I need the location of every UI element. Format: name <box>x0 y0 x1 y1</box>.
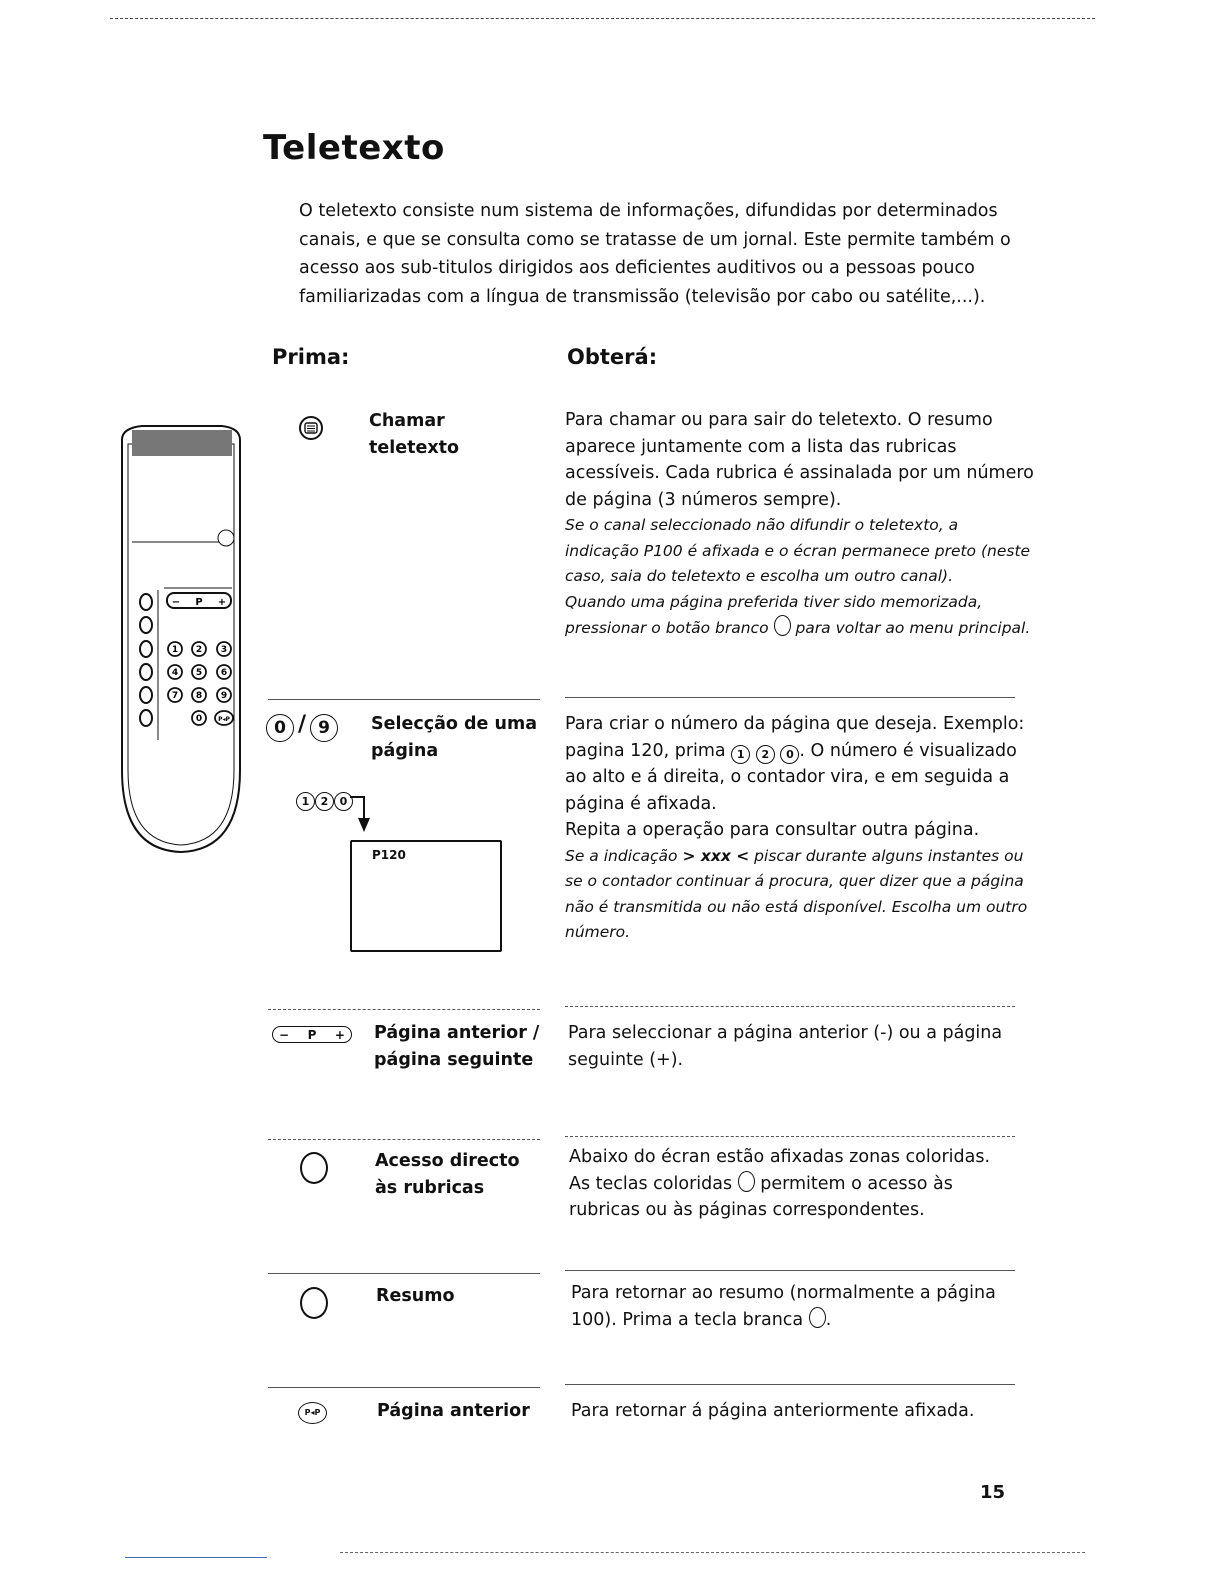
p-minus-plus-key-icon <box>272 1026 352 1043</box>
key-0-icon: 0 <box>334 792 353 811</box>
tv-screen-illustration <box>350 840 502 952</box>
key-2-icon: 2 <box>315 792 334 811</box>
divider <box>565 1136 1015 1137</box>
remote-key-3: 3 <box>220 645 228 655</box>
note-part: Quando uma página preferida tiver sido memorizada, pressionar o botão branco <box>565 592 983 637</box>
desc-part: Para criar o número da página que deseja. Exemplo: pagina 120, prima <box>565 714 1025 761</box>
row-label-previous-page: Página anterior <box>377 1401 530 1421</box>
remote-control-illustration <box>112 420 252 860</box>
key-2-icon: 2 <box>756 745 775 764</box>
screen-page-number: P120 <box>372 848 406 862</box>
remote-key-2: 2 <box>195 645 203 655</box>
remote-key-1: 1 <box>171 645 179 655</box>
white-button-icon <box>774 615 791 636</box>
column-header-result: Obterá: <box>567 345 658 369</box>
note-part: para voltar ao menu principal. <box>795 619 1031 637</box>
white-key-icon <box>809 1307 826 1328</box>
desc-text <box>565 711 1035 817</box>
divider <box>565 1270 1015 1271</box>
label-line: Chamar <box>369 411 445 431</box>
remote-p-plus: + <box>217 597 227 608</box>
note-text <box>565 590 1035 642</box>
remote-key-7: 7 <box>171 691 179 701</box>
remote-key-8: 8 <box>195 691 203 701</box>
page-title: Teletexto <box>263 128 445 168</box>
row-desc-select-page <box>565 711 1035 946</box>
page-number: 15 <box>980 1482 1006 1503</box>
column-header-press: Prima: <box>272 345 350 369</box>
key-0-icon: 0 <box>266 714 294 742</box>
divider <box>268 699 540 700</box>
desc-part: Para retornar ao resumo (normalmente a página 100). Prima a tecla branca <box>571 1283 996 1330</box>
pp-key-icon: P◂P <box>298 1402 327 1424</box>
label-line: página <box>371 741 439 761</box>
divider <box>565 697 1015 698</box>
row-label-select-page <box>371 711 537 765</box>
key-1-icon: 1 <box>296 792 315 811</box>
key-1-icon: 1 <box>731 745 750 764</box>
label-line: teletexto <box>369 438 460 458</box>
remote-key-4: 4 <box>171 668 179 678</box>
key-separator: / <box>298 712 307 737</box>
desc-part: permitem o acesso às rubricas ou às páginas correspondentes. <box>569 1173 953 1220</box>
remote-key-5: 5 <box>195 668 203 678</box>
color-key-icon <box>738 1171 755 1192</box>
divider <box>268 1387 540 1388</box>
label-line: página seguinte <box>374 1050 534 1070</box>
remote-top-texture <box>132 430 232 456</box>
label-line: Página anterior / <box>374 1023 540 1043</box>
divider <box>565 1384 1015 1385</box>
desc-part: . O número é visualizado ao alto e á direita, o contador vira, e em seguida a página é afixada. <box>565 740 1017 814</box>
scan-edge-line <box>125 1557 267 1558</box>
remote-key-0: 0 <box>195 714 203 724</box>
label-line: às rubricas <box>375 1178 485 1198</box>
scan-border-bottom <box>340 1552 1085 1553</box>
white-key-icon <box>300 1287 328 1319</box>
color-key-icon <box>300 1152 328 1184</box>
row-label-call-teletext <box>369 408 459 462</box>
divider <box>268 1139 540 1140</box>
desc-text: Para chamar ou para sair do teletexto. O resumo aparece juntamente com a lista das rubricas acessíveis. Cada rubrica é assinalada por um número de página (3 números sempre). <box>565 410 1034 510</box>
divider <box>565 1006 1015 1007</box>
key-p: P <box>307 1027 317 1042</box>
key-plus: + <box>334 1027 345 1042</box>
desc-part: . <box>825 1309 832 1330</box>
label-line: Acesso directo <box>375 1151 520 1171</box>
scan-border-top <box>110 18 1095 19</box>
key-0-icon: 0 <box>780 745 799 764</box>
row-desc-direct-access <box>569 1144 1009 1224</box>
digit-keys-range <box>266 712 338 742</box>
note-part: piscar durante alguns instantes ou se o contador continuar á procura, quer dizer que a página não é transmitida ou não está disponível. Escolha um outro número. <box>565 846 1028 941</box>
row-label-summary: Resumo <box>376 1286 455 1306</box>
key-9-icon: 9 <box>310 714 338 742</box>
note-part: Se a indicação <box>565 846 678 865</box>
teletext-button-icon <box>298 415 324 441</box>
row-desc-prev-next-page: Para seleccionar a página anterior (-) ou a página seguinte (+). <box>568 1023 1003 1070</box>
arrow-down-icon <box>350 792 380 834</box>
row-desc-summary <box>571 1280 1021 1333</box>
intro-paragraph: O teletexto consiste num sistema de informações, difundidas por determinados canais, e que se consulta como se tratasse de um jornal. Este permite também o acesso aos sub-titulos dirigidos aos deficientes auditivos ou a pessoas pouco familiarizadas com a língua de transmissão (televisão por cabo ou satélite,...). <box>299 201 1011 307</box>
remote-key-pp: P◂P <box>218 716 230 723</box>
note-text <box>565 844 1035 946</box>
note-bold: > xxx < <box>682 846 750 865</box>
remote-key-6: 6 <box>220 668 228 678</box>
divider <box>268 1009 540 1010</box>
remote-p-minus: − <box>171 597 181 608</box>
label-line: Selecção de uma <box>371 714 538 734</box>
row-desc-previous-page: Para retornar á página anteriormente afixada. <box>571 1401 975 1421</box>
note-text: Se o canal seleccionado não difundir o teletexto, a indicação P100 é afixada e o écran permanece preto (neste caso, saia do teletexto e escolha um outro canal). <box>565 516 1031 585</box>
remote-key-9: 9 <box>220 691 228 701</box>
row-label-direct-access <box>375 1148 520 1202</box>
divider <box>268 1273 540 1274</box>
key-minus: − <box>279 1027 290 1042</box>
row-desc-call-teletext <box>565 407 1035 642</box>
row-label-prev-next-page <box>374 1020 539 1074</box>
desc-part: Abaixo do écran estão afixadas zonas coloridas. As teclas coloridas <box>569 1147 991 1194</box>
key-sequence <box>296 788 353 811</box>
remote-p-label: P <box>195 597 203 608</box>
desc-text: Repita a operação para consultar outra página. <box>565 820 980 840</box>
